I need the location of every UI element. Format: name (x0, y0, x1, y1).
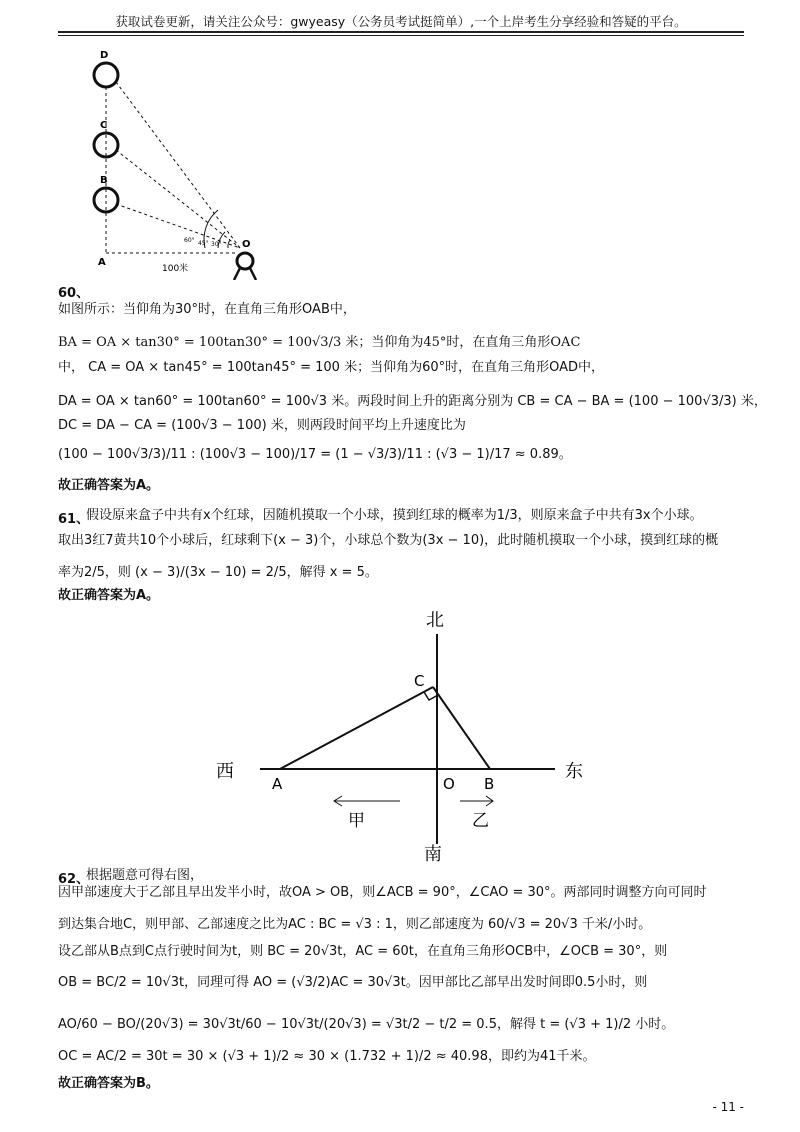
q60-line-4: DA = OA × tan60° = 100tan60° = 100√3 米。两段时间上升的距离分别为 CB = CA − BA = (100 − 100√3/3) 米， (58, 394, 767, 409)
distance-label: 100米 (162, 264, 189, 274)
compass-figure (210, 604, 600, 864)
q60-number: 60、 (58, 286, 90, 301)
observer-head (237, 253, 253, 269)
label-d: D (100, 50, 109, 61)
q61-line-1: 假设原来盒子中共有x个红球，因随机摸取一个小球，摸到红球的概率为1/3，则原来盒子中共有3x个小球。 (86, 508, 703, 523)
label-b: B (100, 175, 108, 186)
segment-cb (433, 687, 490, 769)
label-north: 北 (426, 610, 444, 631)
q62-line-6: AO/60 − BO/(20√3) = 30√3t/60 − 10√3t/(20√3) = √3t/2 − t/2 = 0.5，解得 t = (√3 + 1)/2 小时。 (58, 1017, 675, 1032)
q62-line-4: 设乙部从B点到C点行驶时间为t，则 BC = 20√3t，AC = 60t，在直角三角形OCB中，∠OCB = 30°，则 (58, 944, 668, 959)
header-rule-thick (58, 31, 744, 33)
elevation-figure (80, 40, 300, 280)
label-c2: C (414, 672, 425, 690)
label-yi: 乙 (472, 811, 489, 831)
page-number: - 11 - (712, 1100, 744, 1114)
label-o2: O (443, 775, 455, 793)
q61-number: 61、 (58, 512, 90, 527)
q60-line-3: 中， CA = OA × tan45° = 100tan45° = 100 米；当仰角为60°时，在直角三角形OAD中， (58, 360, 605, 375)
angle-label-60: 60° (184, 237, 195, 244)
q62-line-3: 到达集合地C，则甲部、乙部速度之比为AC : BC = √3 : 1，则乙部速度为 60/√3 = 20√3 千米/小时。 (58, 917, 652, 932)
label-o: O (242, 239, 251, 250)
label-c: C (100, 120, 108, 131)
q61-line-2: 取出3红7黄共10个小球后，红球剩下(x − 3)个，小球总个数为(3x − 10)，此时随机摸取一个小球，摸到红球的概 (58, 533, 719, 548)
observer-leg-left (234, 268, 240, 280)
label-east: 东 (565, 761, 583, 782)
segment-ac (280, 687, 433, 769)
q62-number: 62、 (58, 872, 90, 887)
balloon-d (94, 63, 118, 87)
right-angle-mark (424, 692, 438, 700)
q62-line-1: 根据题意可得右图， (86, 868, 204, 883)
sight-line-d (116, 82, 240, 248)
q62-line-5: OB = BC/2 = 10√3t，同理可得 AO = (√3/2)AC = 30√3t。因甲部比乙部早出发时间即0.5小时，则 (58, 975, 648, 990)
label-west: 西 (216, 761, 234, 782)
observer-leg-right (250, 268, 256, 280)
angle-label-45: 45° (198, 240, 209, 247)
q60-line-2: BA = OA × tan30° = 100tan30° = 100√3/3 米；当仰角为45°时，在直角三角形OAC (58, 335, 581, 350)
label-jia: 甲 (348, 811, 365, 831)
header-rule-thin (58, 35, 744, 36)
label-b2: B (484, 775, 495, 793)
page-header: 获取试卷更新，请关注公众号：gwyeasy（公务员考试挺简单）,一个上岸考生分享经验和答疑的平台。 (115, 14, 687, 29)
q62-line-7: OC = AC/2 = 30t = 30 × (√3 + 1)/2 ≈ 30 × (1.732 + 1)/2 ≈ 40.98，即约为41千米。 (58, 1049, 596, 1064)
q62-line-2: 因甲部速度大于乙部且早出发半小时，故OA > OB，则∠ACB = 90°，∠CAO = 30°。两部同时调整方向可同时 (58, 885, 707, 900)
angle-label-30: 30° (211, 241, 222, 248)
q62-answer: 故正确答案为B。 (58, 1076, 159, 1091)
label-a: A (98, 257, 106, 268)
q60-line-5: DC = DA − CA = (100√3 − 100) 米，则两段时间平均上升速度比为 (58, 418, 466, 433)
q60-answer: 故正确答案为A。 (58, 478, 160, 493)
label-south: 南 (424, 844, 442, 864)
q61-answer: 故正确答案为A。 (58, 588, 160, 603)
label-a2: A (272, 775, 283, 793)
q60-line-1: 如图所示：当仰角为30°时，在直角三角形OAB中， (58, 302, 356, 317)
q60-line-6: (100 − 100√3/3)/11 : (100√3 − 100)/17 = (1 − √3/3)/11 : (√3 − 1)/17 ≈ 0.89。 (58, 447, 572, 462)
q61-line-3: 率为2/5，则 (x − 3)/(3x − 10) = 2/5，解得 x = 5。 (58, 565, 378, 580)
